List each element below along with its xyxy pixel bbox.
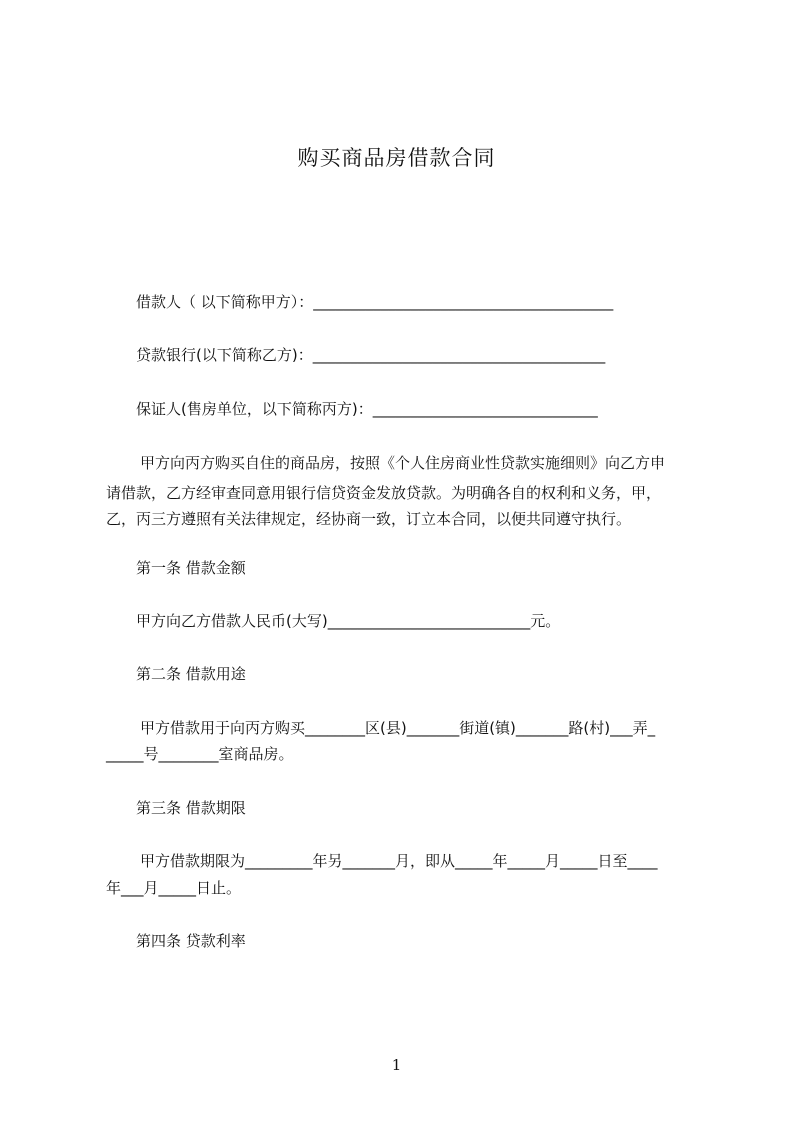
article-4-heading: 第四条 贷款利率 [136, 932, 246, 950]
preamble-line-2: 请借款，乙方经审查同意用银行信贷资金发放贷款。为明确各自的权利和义务，甲， [106, 484, 662, 502]
article-3-line-1: 甲方借款期限为_________年另_______月，即从_____年_____月_____日至____ [140, 852, 658, 870]
lender-line: 贷款银行(以下简称乙方)：_______________________________________ [136, 346, 606, 364]
document-title: 购买商品房借款合同 [297, 146, 496, 170]
page-number: 1 [391, 1056, 402, 1074]
article-2-line-1: 甲方借款用于向丙方购买________区(县)_______街道(镇)_______路(村)___弄_ [140, 719, 656, 737]
preamble-line-1: 甲方向丙方购买自住的商品房，按照《个人住房商业性贷款实施细则》向乙方申 [140, 454, 666, 472]
article-1-heading: 第一条 借款金额 [136, 559, 246, 577]
article-1-text: 甲方向乙方借款人民币(大写)___________________________元。 [136, 612, 561, 630]
article-3-heading: 第三条 借款期限 [136, 799, 246, 817]
preamble-line-3: 乙，丙三方遵照有关法律规定，经协商一致，订立本合同，以便共同遵守执行。 [106, 510, 632, 528]
guarantor-line: 保证人(售房单位，以下简称丙方)：______________________________ [136, 400, 598, 418]
article-2-line-2: _____号________室商品房。 [106, 745, 294, 763]
borrower-line: 借款人（ 以下简称甲方）：________________________________________ [136, 293, 614, 311]
article-2-heading: 第二条 借款用途 [136, 665, 246, 683]
article-3-line-2: 年___月_____日止。 [106, 879, 242, 897]
